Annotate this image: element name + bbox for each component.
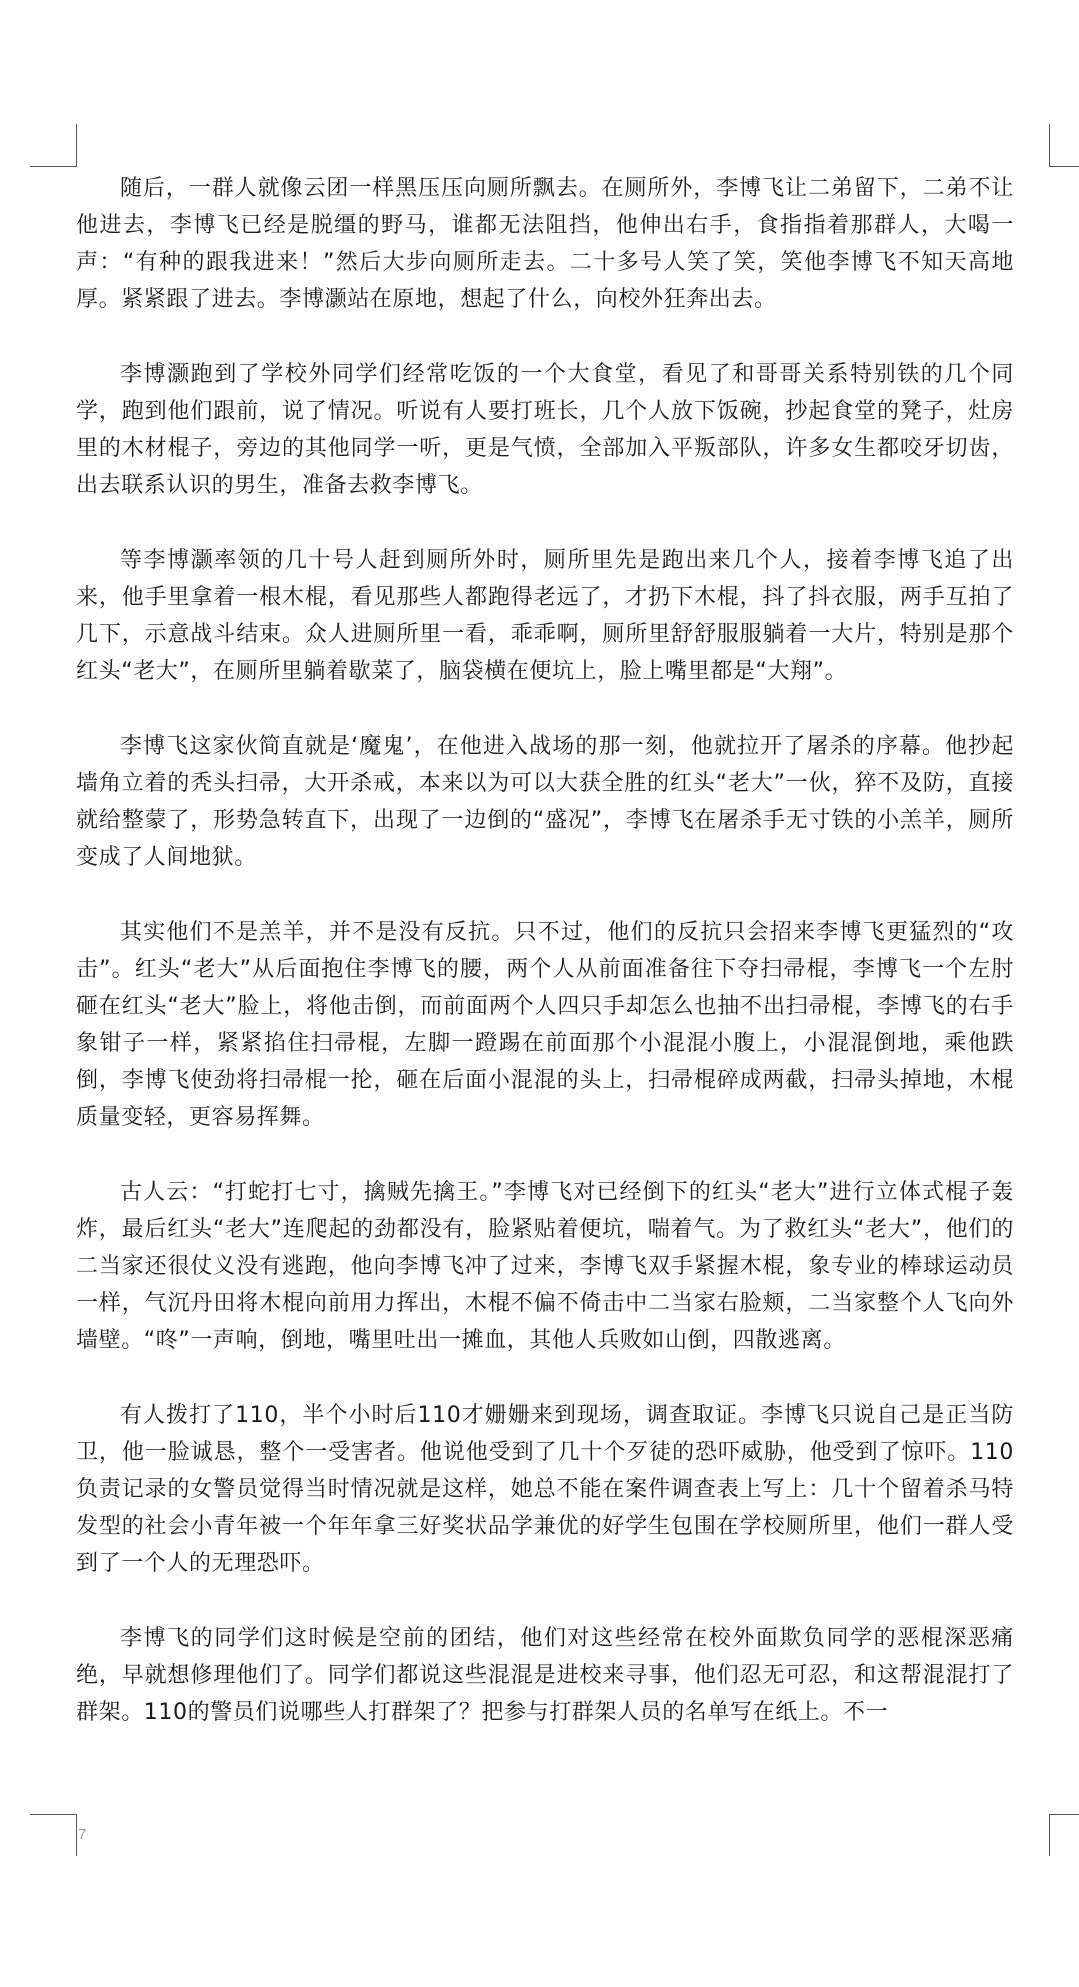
crop-mark-top-left-vertical xyxy=(76,124,77,167)
crop-mark-bottom-left-vertical xyxy=(76,1814,77,1856)
paragraph: 古人云：“打蛇打七寸，擒贼先擒王。”李博飞对已经倒下的红头“老大”进行立体式棍子轰炸，最后红头“老大”连爬起的劲都没有，脸紧贴着便坑，喘着气。为了救红头“老大”，他们的二当家还很仗义没有逃跑，他向李博飞冲了过来，李博飞双手紧握木棍，象专业的棒球运动员一样，气沉丹田将木棍向前用力挥出，木棍不偏不倚击中二当家右脸颊，二当家整个人飞向外墙壁。“咚”一声响，倒地，嘴里吐出一摊血，其他人兵败如山倒，四散逃离。 xyxy=(76,1180,1014,1353)
crop-mark-top-left-horizontal xyxy=(30,166,77,167)
body-text xyxy=(76,170,1014,1769)
paragraph: 随后，一群人就像云团一样黑压压向厕所飘去。在厕所外，李博飞让二弟留下，二弟不让他进去，李博飞已经是脱缰的野马，谁都无法阻挡，他伸出右手，食指指着那群人，大喝一声：“有种的跟我进来！”然后大步向厕所走去。二十多号人笑了笑，笑他李博飞不知天高地厚。紧紧跟了进去。李博灏站在原地，想起了什么，向校外狂奔出去。 xyxy=(76,176,1014,312)
paragraph: 等李博灏率领的几十号人赶到厕所外时，厕所里先是跑出来几个人，接着李博飞追了出来，他手里拿着一根木棍，看见那些人都跑得老远了，才扔下木棍，抖了抖衣服，两手互拍了几下，示意战斗结束。众人进厕所里一看，乖乖啊，厕所里舒舒服服躺着一大片，特别是那个红头“老大”，在厕所里躺着歇菜了，脑袋横在便坑上，脸上嘴里都是“大翔”。 xyxy=(76,548,1014,684)
crop-mark-bottom-left-horizontal xyxy=(30,1814,77,1815)
crop-mark-bottom-right-vertical xyxy=(1049,1814,1050,1856)
paragraph: 李博飞这家伙简直就是‘魔鬼’，在他进入战场的那一刻，他就拉开了屠杀的序幕。他抄起墙角立着的秃头扫帚，大开杀戒，本来以为可以大获全胜的红头“老大”一伙，猝不及防，直接就给整蒙了，形势急转直下，出现了一边倒的“盛况”，李博飞在屠杀手无寸铁的小羔羊，厕所变成了人间地狱。 xyxy=(76,734,1014,870)
crop-mark-top-right-vertical xyxy=(1049,124,1050,167)
crop-mark-bottom-right-horizontal xyxy=(1049,1814,1079,1815)
paragraph: 其实他们不是羔羊，并不是没有反抗。只不过，他们的反抗只会招来李博飞更猛烈的“攻击”。红头“老大”从后面抱住李博飞的腰，两个人从前面准备往下夺扫帚棍，李博飞一个左肘砸在红头“老大”脸上，将他击倒，而前面两个人四只手却怎么也抽不出扫帚棍，李博飞的右手象钳子一样，紧紧掐住扫帚棍，左脚一蹬踢在前面那个小混混小腹上，小混混倒地，乘他跌倒，李博飞使劲将扫帚棍一抡，砸在后面小混混的头上，扫帚棍碎成两截，扫帚头掉地，木棍质量变轻，更容易挥舞。 xyxy=(76,920,1014,1130)
crop-mark-top-right-horizontal xyxy=(1049,166,1079,167)
paragraph: 李博灏跑到了学校外同学们经常吃饭的一个大食堂，看见了和哥哥关系特别铁的几个同学，跑到他们跟前，说了情况。听说有人要打班长，几个人放下饭碗，抄起食堂的凳子，灶房里的木材棍子，旁边的其他同学一听，更是气愤，全部加入平叛部队，许多女生都咬牙切齿，出去联系认识的男生，准备去救李博飞。 xyxy=(76,362,1014,498)
paragraph: 有人拨打了110，半个小时后110才姗姗来到现场，调查取证。李博飞只说自己是正当防卫，他一脸诚恳，整个一受害者。他说他受到了几十个歹徒的恐吓威胁，他受到了惊吓。110负责记录的女警员觉得当时情况就是这样，她总不能在案件调查表上写上：几十个留着杀马特发型的社会小青年被一个年年拿三好奖状品学兼优的好学生包围在学校厕所里，他们一群人受到了一个人的无理恐吓。 xyxy=(76,1403,1014,1576)
paragraph: 李博飞的同学们这时候是空前的团结，他们对这些经常在校外面欺负同学的恶棍深恶痛绝，早就想修理他们了。同学们都说这些混混是进校来寻事，他们忍无可忍，和这帮混混打了群架。110的警员们说哪些人打群架了？把参与打群架人员的名单写在纸上。不一 xyxy=(76,1626,1014,1725)
page-number: 7 xyxy=(78,1826,87,1843)
